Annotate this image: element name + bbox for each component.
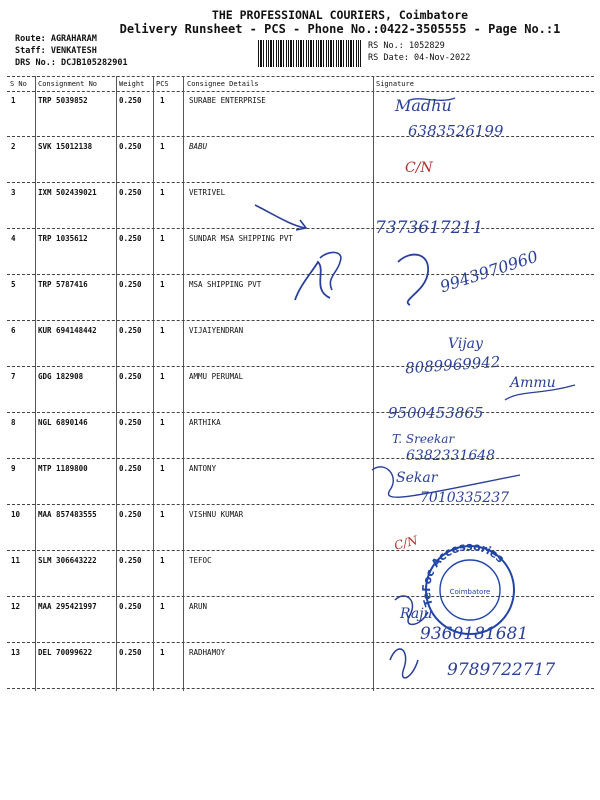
row-consignee: ARTHIKA [189,418,221,427]
row-sno: 1 [11,96,16,105]
row-consignment-no: NGL 6890146 [38,418,88,427]
row-pcs: 1 [160,280,165,289]
scribble-mark [295,262,330,300]
row-pcs: 1 [160,188,165,197]
scribble-mark [320,252,341,290]
staff-label: Staff: VENKATESH [15,46,97,56]
runsheet-subtitle: Delivery Runsheet - PCS - Phone No.:0422-3505555 - Page No.:1 [119,22,561,36]
row-consignment-no: TRP 5039852 [38,96,88,105]
row-weight: 0.250 [119,326,142,335]
row-signature-phone: 9360181681 [420,624,529,644]
row-weight: 0.250 [119,280,142,289]
row-signature-phone: 9789722717 [447,660,556,680]
svg-text:TeFoc Accessories [420,540,507,608]
row-pcs: 1 [160,326,165,335]
row-consignee: AMMU PERUMAL [189,372,244,381]
row-sno: 13 [11,648,21,657]
rs-number: RS No.: 1052829 [368,41,445,51]
row-consignment-no: TRP 5787416 [38,280,88,289]
row-sno: 4 [11,234,16,243]
stamp-text: TeFoc Accessories [419,540,507,609]
signature-scribble [398,255,428,305]
row-signature-name: Madhu [395,96,452,115]
row-pcs: 1 [160,556,165,565]
row-sno: 6 [11,326,16,335]
row-signature-phone: 8089969942 [404,352,501,378]
route-label: Route: AGRAHARAM [15,34,97,44]
row-weight: 0.250 [119,372,142,381]
row-consignee: VETRIVEL [189,188,226,197]
stamp-city: Coimbatore [449,588,491,596]
signature-scribble [372,467,520,497]
row-consignment-no: GDG 182908 [38,372,84,381]
row-pcs: 1 [160,418,165,427]
row-weight: 0.250 [119,648,142,657]
row-signature-name: Vijay [448,336,483,352]
row-pcs: 1 [160,96,165,105]
row-signature-name: C/N [392,533,420,553]
row-sno: 7 [11,372,16,381]
rs-date: RS Date: 04-Nov-2022 [368,53,471,63]
arrow-mark [255,205,305,228]
row-consignment-no: SLM 306643222 [38,556,97,565]
row-signature-name: C/N [405,160,433,176]
row-sno: 12 [11,602,21,611]
row-sno: 8 [11,418,16,427]
row-signature-phone: 9500453865 [388,404,484,422]
row-consignee: ANTONY [189,464,217,473]
row-consignee: ARUN [189,602,208,611]
row-weight: 0.250 [119,510,142,519]
row-weight: 0.250 [119,464,142,473]
row-signature-phone: 9943970960 [437,246,541,297]
signature-scribble [390,649,418,678]
row-weight: 0.250 [119,188,142,197]
row-weight: 0.250 [119,96,142,105]
row-pcs: 1 [160,510,165,519]
row-consignment-no: SVK 15012138 [38,142,93,151]
col-header-pcs: PCS [156,80,169,88]
row-sno: 5 [11,280,16,289]
row-weight: 0.250 [119,234,142,243]
row-signature-name: Ammu [510,375,556,391]
row-consignee: VIJAIYENDRAN [189,326,244,335]
row-pcs: 1 [160,372,165,381]
row-consignee: RADHAMOY [189,648,226,657]
drs-label: DRS No.: DCJB105282901 [15,58,128,68]
row-consignee: SURABE ENTERPRISE [189,96,266,105]
row-sno: 9 [11,464,16,473]
row-weight: 0.250 [119,142,142,151]
row-weight: 0.250 [119,556,142,565]
row-consignment-no: KUR 694148442 [38,326,97,335]
col-header-sno: S No [10,80,27,88]
row-signature-phone: 6382331648 [406,448,496,464]
row-consignment-no: MAA 295421997 [38,602,97,611]
col-header-weight: Weight [119,80,145,88]
company-title: THE PROFESSIONAL COURIERS, Coimbatore [211,8,469,22]
row-weight: 0.250 [119,602,142,611]
col-header-consignment: Consignment No [38,80,98,88]
col-header-consignee: Consignee Details [187,80,259,88]
row-pcs: 1 [160,142,165,151]
row-consignee: MSA SHIPPING PVT [189,280,262,289]
row-consignee: VISHNU KUMAR [189,510,244,519]
row-signature-name: Raju [400,606,433,622]
row-sno: 3 [11,188,16,197]
row-consignee: BABU [189,142,208,151]
row-signature-phone: 6383526199 [408,122,504,140]
signature-scribble [505,385,575,400]
row-consignment-no: MTP 1189800 [38,464,88,473]
row-sno: 11 [11,556,21,565]
row-consignment-no: IXM 502439021 [38,188,97,197]
signature-scribble [410,98,455,100]
row-consignment-no: MAA 857483555 [38,510,97,519]
row-signature-phone: 7010335237 [420,490,510,506]
row-sno: 2 [11,142,16,151]
row-weight: 0.250 [119,418,142,427]
row-sno: 10 [11,510,21,519]
row-signature-phone: 7373617211 [375,218,484,238]
row-signature-name: Sekar [396,470,438,486]
row-pcs: 1 [160,648,165,657]
row-pcs: 1 [160,234,165,243]
row-signature-name: T. Sreekar [392,432,455,446]
row-consignee: TEFOC [189,556,212,565]
row-consignment-no: TRP 1035612 [38,234,88,243]
row-pcs: 1 [160,602,165,611]
row-consignment-no: DEL 70099622 [38,648,93,657]
row-consignee: SUNDAR MSA SHIPPING PVT [189,234,293,243]
row-pcs: 1 [160,464,165,473]
company-stamp [420,540,514,634]
col-header-signature: Signature [376,80,414,88]
